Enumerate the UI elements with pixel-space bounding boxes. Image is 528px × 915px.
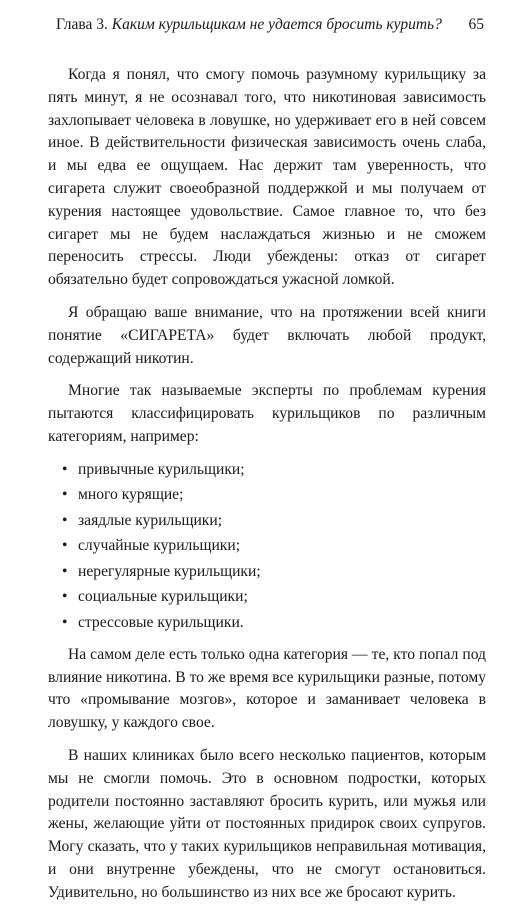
chapter-title: Каким курильщикам не удается бросить курить? (111, 16, 442, 33)
bullet-icon: • (62, 486, 68, 504)
bullet-icon: • (62, 460, 68, 478)
list-item (48, 612, 486, 634)
paragraph-4: На самом деле есть только одна категория — те, кто попал под влияние никотина. В то же время все курильщики разные, потому что «промывание мозгов», которое и заманивает человека в ловушку, у каждого свое. (48, 645, 486, 732)
list-item-text: стрессовые курильщики. (78, 613, 244, 631)
page-number: 65 (468, 16, 484, 33)
list-item (48, 484, 486, 506)
paragraph-1: Когда я понял, что смогу помочь разумному курильщику за пять минут, я не осознавал того, что никотиновая зависимость захлопывает человека в ловушке, но удерживает его в ней совсем иное. В действительности физическая зависимость очень слаба, и мы едва ее ощущаем. Нас держит там уверенность, что сигарета служит своеобразной поддержкой и мы получаем от курения настоящее удовольствие. Самое главное то, что без сигарет мы не будем наслаждаться жизнью и не сможем переносить стрессы. Люди убеждены: отказ от сигарет обязательно будет сопровождаться ужасной ломкой. (48, 66, 486, 289)
bullet-icon: • (62, 588, 68, 606)
list-item (48, 535, 486, 557)
chapter-label: Глава 3. (56, 16, 108, 33)
list-item-text: привычные курильщики; (78, 460, 245, 478)
list-item-text: случайные курильщики; (78, 537, 241, 555)
list-item (48, 586, 486, 608)
list-item (48, 510, 486, 532)
bullet-icon: • (62, 511, 68, 529)
page-body (48, 64, 486, 915)
list-item-text: нерегулярные курильщики; (78, 562, 261, 580)
paragraph-2: Я обращаю ваше внимание, что на протяжении всей книги понятие «СИГАРЕТА» будет включать любой продукт, содержащий никотин. (48, 303, 486, 367)
running-header (56, 14, 484, 36)
bullet-icon: • (62, 537, 68, 555)
list-item (48, 561, 486, 583)
paragraph-3: Многие так называемые эксперты по проблемам курения пытаются классифицировать курильщиков по различным категориям, например: (48, 382, 486, 445)
list-item (48, 459, 486, 481)
smoker-categories-list (48, 459, 486, 634)
list-item-text: много курящие; (78, 486, 184, 504)
list-item-text: заядлые курильщики; (78, 511, 223, 529)
bullet-icon: • (62, 613, 68, 631)
list-item-text: социальные курильщики; (78, 588, 248, 606)
paragraph-5: В наших клиниках было всего несколько пациентов, которым мы не смогли помочь. Это в основном подростки, которых родители постоянно заставляют бросить курить, или мужья или жены, желающие уйти от постоянных придирок своих супругов. Могу сказать, что у таких курильщиков неправильная мотивация, и они внутренне убеждены, что не смогут остановиться. Удивительно, но большинство из них все же бросают курить. (48, 746, 486, 901)
bullet-icon: • (62, 562, 68, 580)
